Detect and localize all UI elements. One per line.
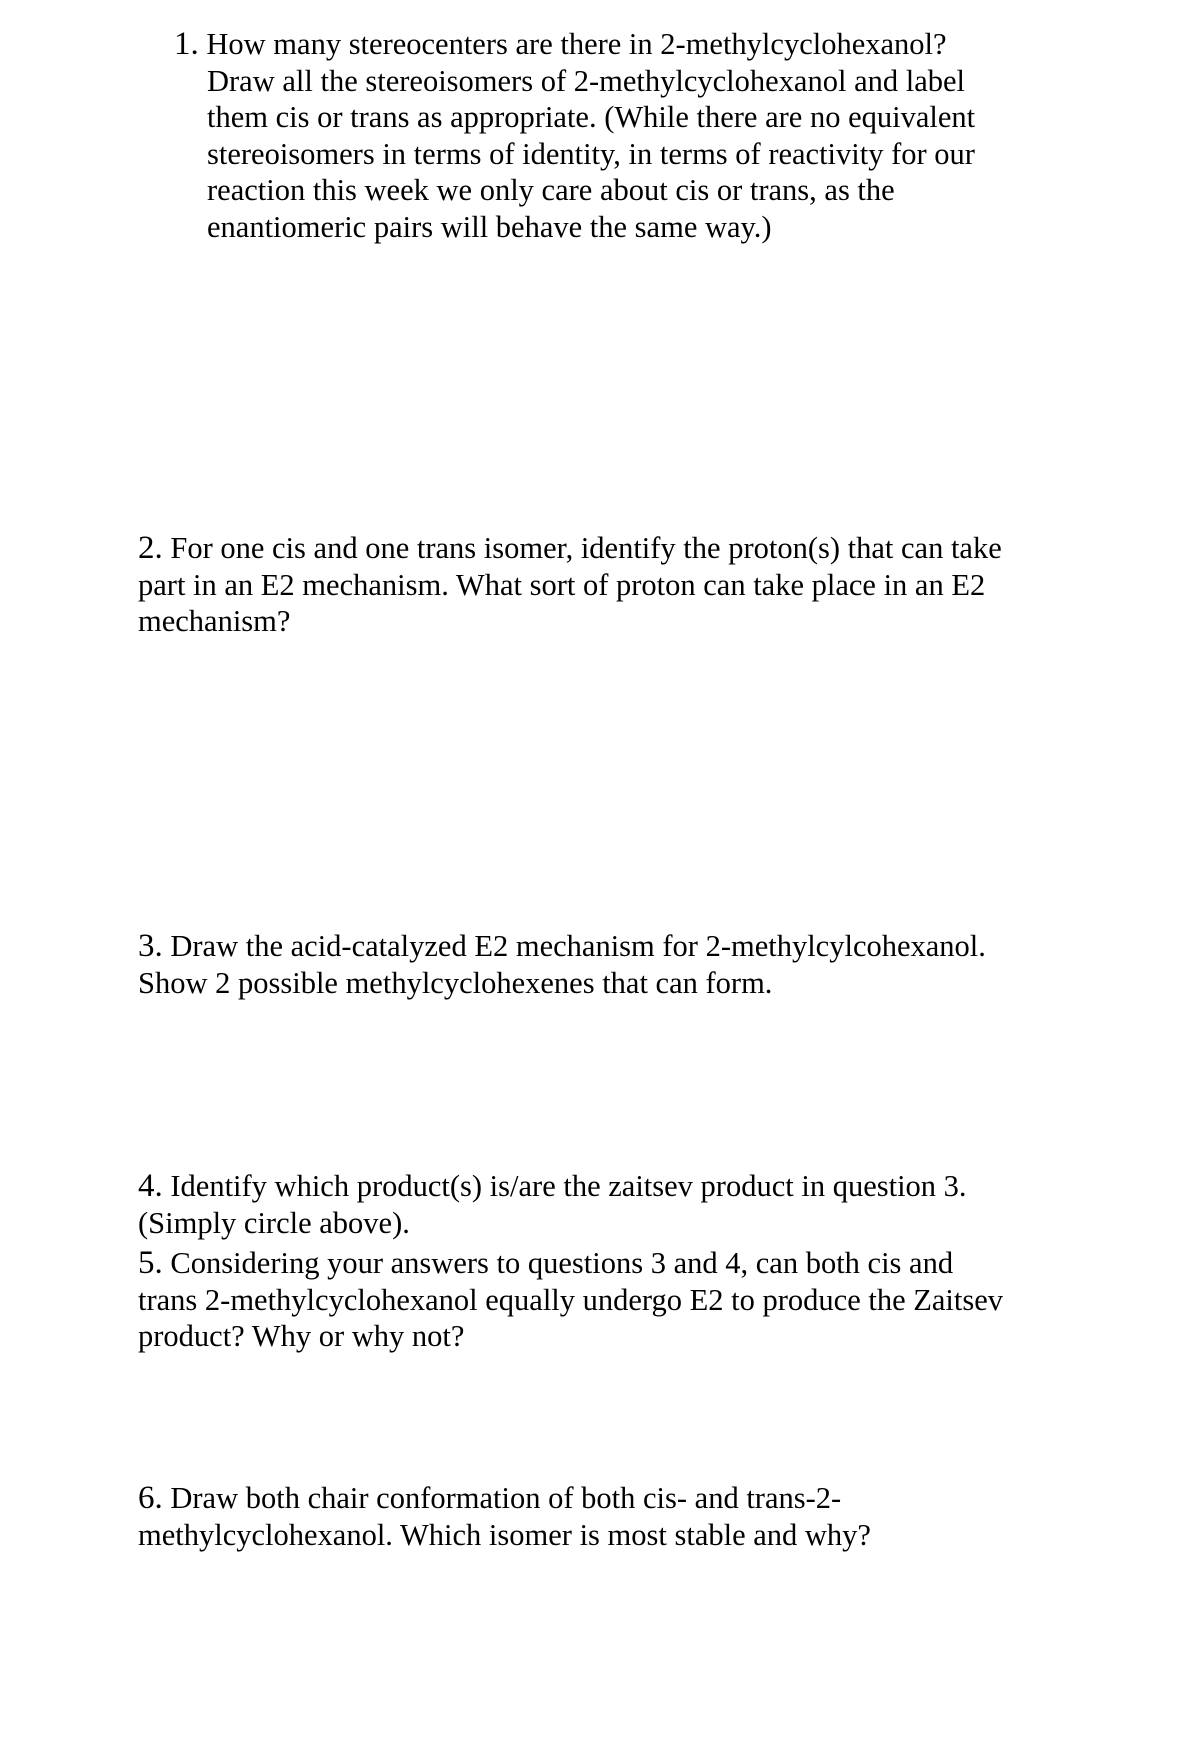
question-5-line-3: product? Why or why not?	[138, 1319, 465, 1354]
question-2	[138, 530, 1002, 640]
question-6-line-1: 6. Draw both chair conformation of both cis- and trans-2-	[138, 1480, 842, 1516]
question-6-line-2: methylcyclohexanol. Which isomer is most stable and why?	[138, 1517, 871, 1552]
question-2-line-3: mechanism?	[138, 604, 291, 639]
question-2-number: 2.	[138, 530, 163, 566]
question-4-number: 4.	[138, 1168, 163, 1204]
question-1-number: 1.	[174, 26, 199, 62]
question-3-number: 3.	[138, 928, 163, 964]
question-1-line-2: Draw all the stereoisomers of 2-methylcyclohexanol and label	[207, 63, 966, 98]
question-3	[138, 928, 986, 1001]
question-2-line-1: 2. For one cis and one trans isomer, identify the proton(s) that can take	[138, 530, 1002, 566]
question-3-line-2: Show 2 possible methylcyclohexenes that can form.	[138, 965, 773, 1000]
question-5-number: 5.	[138, 1245, 163, 1281]
question-4	[138, 1168, 967, 1241]
question-5-line-1: 5. Considering your answers to questions 3 and 4, can both cis and	[138, 1245, 954, 1281]
question-3-line-1: 3. Draw the acid-catalyzed E2 mechanism for 2-methylcylcohexanol.	[138, 928, 986, 964]
question-6	[138, 1480, 871, 1553]
question-1-line-3: them cis or trans as appropriate. (While there are no equivalent	[207, 100, 976, 135]
question-2-line-2: part in an E2 mechanism. What sort of proton can take place in an E2	[138, 567, 986, 602]
question-1-line-1: 1. How many stereocenters are there in 2-methylcyclohexanol?	[174, 26, 947, 62]
question-1-line-4: stereoisomers in terms of identity, in terms of reactivity for our	[207, 136, 975, 171]
question-4-line-2: (Simply circle above).	[138, 1205, 410, 1240]
question-5-line-2: trans 2-methylcyclohexanol equally undergo E2 to produce the Zaitsev	[138, 1282, 1004, 1317]
question-5	[138, 1245, 1003, 1355]
question-1-line-5: reaction this week we only care about cis or trans, as the	[207, 173, 895, 208]
question-6-number: 6.	[138, 1480, 163, 1516]
question-1	[174, 26, 975, 246]
question-4-line-1: 4. Identify which product(s) is/are the zaitsev product in question 3.	[138, 1168, 967, 1204]
question-1-line-6: enantiomeric pairs will behave the same way.)	[207, 209, 772, 244]
